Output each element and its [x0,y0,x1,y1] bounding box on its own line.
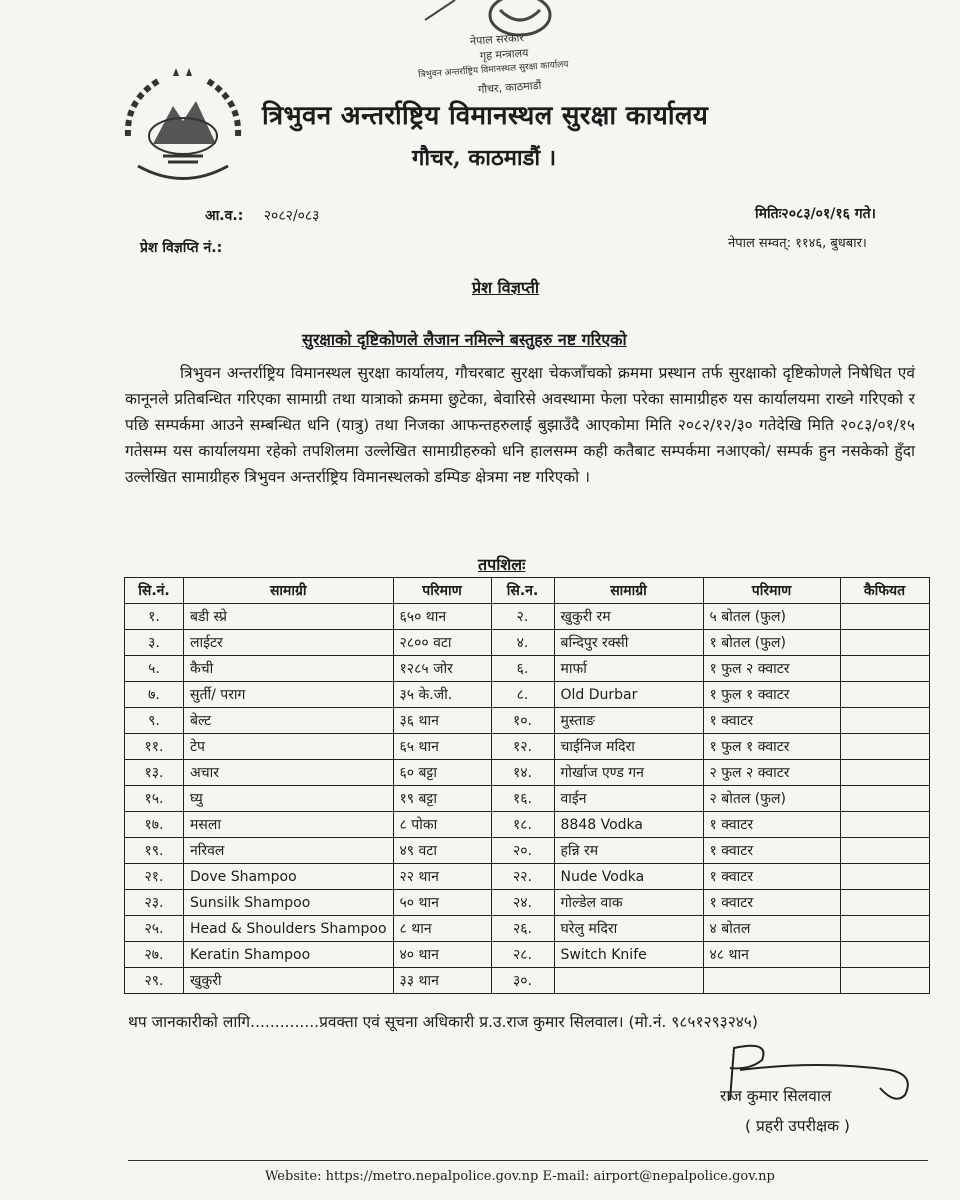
cell-remarks [840,812,929,838]
cell-quantity-2: १ क्वाटर [703,890,840,916]
cell-sn: ३. [125,630,184,656]
cell-quantity: ३३ थान [393,968,491,994]
cell-item: टेप [184,734,394,760]
notice-body-paragraph: त्रिभुवन अन्तर्राष्ट्रिय विमानस्थल सुरक्षा कार्यालय, गौचरबाट सुरक्षा चेकजाँचको क्रममा प्रस्थान तर्फ सुरक्षाको दृष्टिकोणले निषेधित एवं कानूनले प्रतिबन्धित गरिएका सामाग्री तथा यात्राको क्रममा छुटेका, बेवारिसे अवस्थामा फेला परेका सामाग्रीहरु यस कार्यालयमा राख्ने गरिएको र पछि सम्पर्कमा आउने सम्बन्धित धनि (यात्रु) तथा निजका आफन्तहरुलाई बुझाउँदै आएकोमा मिति २०८२/१२/३० गतेदेखि मिति २०८३/०१/१५ गतेसम्म यस कार्यालयमा रहेको तपशिलमा उल्लेखित सामाग्रीहरुको धनि हालसम्म कही कतैबाट सम्पर्कमा नआएको/ सम्पर्क हुन नसकेको हुँदा उल्लेखित सामाग्रीहरु त्रिभुवन अन्तर्राष्ट्रिय विमानस्थलको डम्पिङ क्षेत्रमा नष्ट गरिएको । [125,364,915,486]
table-row [125,708,930,734]
cell-item-2: चाईनिज मदिरा [554,734,703,760]
cell-sn: १३. [125,760,184,786]
cell-quantity: २८०० वटा [393,630,491,656]
cell-sn-2: १४. [491,760,554,786]
cell-sn-2: १८. [491,812,554,838]
col-header-sn: सि.नं. [125,578,184,604]
cell-remarks [840,604,929,630]
col-header-quantity: परिमाण [393,578,491,604]
signer-name: राज कुमार सिलवाल [720,1087,832,1105]
cell-remarks [840,734,929,760]
table-row [125,786,930,812]
table-row [125,734,930,760]
cell-quantity-2: २ फुल २ क्वाटर [703,760,840,786]
cell-item: लाईटर [184,630,394,656]
cell-quantity: ३६ थान [393,708,491,734]
cell-item-2: 8848 Vodka [554,812,703,838]
notice-body [125,360,915,490]
table-row [125,656,930,682]
cell-item-2: गोल्डेल वाक [554,890,703,916]
cell-item: बेल्ट [184,708,394,734]
cell-sn-2: २२. [491,864,554,890]
cell-quantity: ८ पोका [393,812,491,838]
website-email-line: Website: https://metro.nepalpolice.gov.np E-mail: airport@nepalpolice.gov.np [265,1169,775,1184]
table-row [125,760,930,786]
cell-quantity-2: १ फुल १ क्वाटर [703,682,840,708]
cell-remarks [840,942,929,968]
cell-quantity-2: १ क्वाटर [703,708,840,734]
cell-item: Keratin Shampoo [184,942,394,968]
cell-sn-2: ३०. [491,968,554,994]
cell-sn-2: १०. [491,708,554,734]
destroyed-items-table [124,577,930,994]
table-row [125,942,930,968]
col-header-item-2: सामाग्री [554,578,703,604]
fiscal-year-value: २०८२/०८३ [263,208,320,224]
fiscal-year-line [205,206,319,225]
cell-item-2: Old Durbar [554,682,703,708]
seal-line-1: नेपाल सरकार [469,31,525,48]
cell-remarks [840,968,929,994]
cell-quantity: ८ थान [393,916,491,942]
cell-sn-2: २४. [491,890,554,916]
cell-item: बडी स्प्रे [184,604,394,630]
cell-item: Sunsilk Shampoo [184,890,394,916]
cell-sn-2: २६. [491,916,554,942]
cell-sn: १५. [125,786,184,812]
footer-divider [128,1160,928,1161]
cell-sn: २९. [125,968,184,994]
cell-quantity-2: २ बोतल (फुल) [703,786,840,812]
table-row [125,604,930,630]
table-header-row [125,578,930,604]
cell-sn: १७. [125,812,184,838]
cell-remarks [840,760,929,786]
cell-remarks [840,708,929,734]
cell-quantity-2: ४८ थान [703,942,840,968]
cell-item-2: हन्नि रम [554,838,703,864]
table-row [125,838,930,864]
cell-sn: २५. [125,916,184,942]
schedule-title: तपशिलः [478,555,526,574]
table-row [125,968,930,994]
cell-sn: २१. [125,864,184,890]
cell-item: Dove Shampoo [184,864,394,890]
cell-quantity: २२ थान [393,864,491,890]
cell-sn-2: २. [491,604,554,630]
office-location: गौचर, काठमाडौं । [412,145,557,171]
table-row [125,916,930,942]
cell-item-2: वाईन [554,786,703,812]
cell-quantity-2: १ बोतल (फुल) [703,630,840,656]
notice-title: प्रेश विज्ञप्ती [472,278,540,297]
cell-item-2: गोर्खाज एण्ड गन [554,760,703,786]
cell-sn: ११. [125,734,184,760]
col-header-remarks: कैफियत [840,578,929,604]
cell-sn-2: २८. [491,942,554,968]
cell-quantity: १२८५ जोर [393,656,491,682]
cell-sn: ५. [125,656,184,682]
cell-item: मसला [184,812,394,838]
cell-item-2: घरेलु मदिरा [554,916,703,942]
cell-quantity-2: १ क्वाटर [703,864,840,890]
table-row [125,682,930,708]
cell-item-2: Nude Vodka [554,864,703,890]
cell-sn-2: ४. [491,630,554,656]
contact-note: थप जानकारीको लागि..............प्रवक्ता एवं सूचना अधिकारी प्र.उ.राज कुमार सिलवाल। (मो.नं. ९८५१२९३२४५) [128,1013,758,1031]
office-name: त्रिभुवन अन्तर्राष्ट्रिय विमानस्थल सुरक्षा कार्यालय [262,101,709,131]
cell-item: नरिवल [184,838,394,864]
nepal-government-emblem [118,66,248,186]
seal-line-2: गृह मन्त्रालय [479,46,529,63]
cell-item: कैची [184,656,394,682]
cell-sn-2: ८. [491,682,554,708]
cell-item-2: खुकुरी रम [554,604,703,630]
cell-quantity: ४९ वटा [393,838,491,864]
cell-quantity-2: १ क्वाटर [703,812,840,838]
cell-quantity: ६० बट्टा [393,760,491,786]
cell-sn: १९. [125,838,184,864]
cell-item: Head & Shoulders Shampoo [184,916,394,942]
cell-sn: २७. [125,942,184,968]
cell-remarks [840,838,929,864]
signer-post: ( प्रहरी उपरीक्षक ) [745,1117,850,1135]
cell-sn-2: १२. [491,734,554,760]
cell-quantity: १९ बट्टा [393,786,491,812]
table-row [125,864,930,890]
cell-quantity: ५० थान [393,890,491,916]
cell-quantity-2 [703,968,840,994]
nepal-era-line: नेपाल सम्वत्: ११४६, बुधबार। [728,236,867,251]
cell-remarks [840,864,929,890]
cell-sn-2: १६. [491,786,554,812]
cell-item-2: मुस्ताङ [554,708,703,734]
cell-item: खुकुरी [184,968,394,994]
cell-quantity-2: ५ बोतल (फुल) [703,604,840,630]
table-row [125,630,930,656]
table-row [125,812,930,838]
cell-quantity: ६५० थान [393,604,491,630]
cell-sn-2: ६. [491,656,554,682]
fiscal-year-label: आ.व.: [205,208,244,224]
cell-remarks [840,656,929,682]
cell-quantity: ४० थान [393,942,491,968]
cell-quantity-2: १ फुल १ क्वाटर [703,734,840,760]
cell-remarks [840,916,929,942]
cell-sn-2: २०. [491,838,554,864]
cell-sn: ९. [125,708,184,734]
table-row [125,890,930,916]
col-header-sn-2: सि.न. [491,578,554,604]
cell-item: घ्यु [184,786,394,812]
table-body [125,604,930,994]
cell-item-2: Switch Knife [554,942,703,968]
cell-remarks [840,682,929,708]
notice-subject: सुरक्षाको दृष्टिकोणले लैजान नमिल्ने बस्तुहरु नष्ट गरिएको [302,330,627,349]
date-line: मितिः२०८३/०१/१६ गते। [755,206,876,222]
cell-item-2: बन्दिपुर रक्सी [554,630,703,656]
cell-remarks [840,786,929,812]
cell-remarks [840,630,929,656]
cell-quantity-2: ४ बोतल [703,916,840,942]
cell-item: अचार [184,760,394,786]
cell-sn: २३. [125,890,184,916]
col-header-quantity-2: परिमाण [703,578,840,604]
seal-line-4: गौचर, काठमाडौं [477,78,542,97]
cell-item: सुर्ती/ पराग [184,682,394,708]
cell-quantity: ६५ थान [393,734,491,760]
cell-item-2 [554,968,703,994]
col-header-item: सामाग्री [184,578,394,604]
seal-line-3: त्रिभुवन अन्तर्राष्ट्रिय विमानस्थल सुरक्षा कार्यालय [417,59,569,81]
press-no-label: प्रेश विज्ञप्ति नं.: [140,240,223,256]
cell-remarks [840,890,929,916]
cell-item-2: मार्फा [554,656,703,682]
cell-quantity-2: १ क्वाटर [703,838,840,864]
cell-sn: १. [125,604,184,630]
cell-sn: ७. [125,682,184,708]
cell-quantity: ३५ के.जी. [393,682,491,708]
cell-quantity-2: १ फुल २ क्वाटर [703,656,840,682]
